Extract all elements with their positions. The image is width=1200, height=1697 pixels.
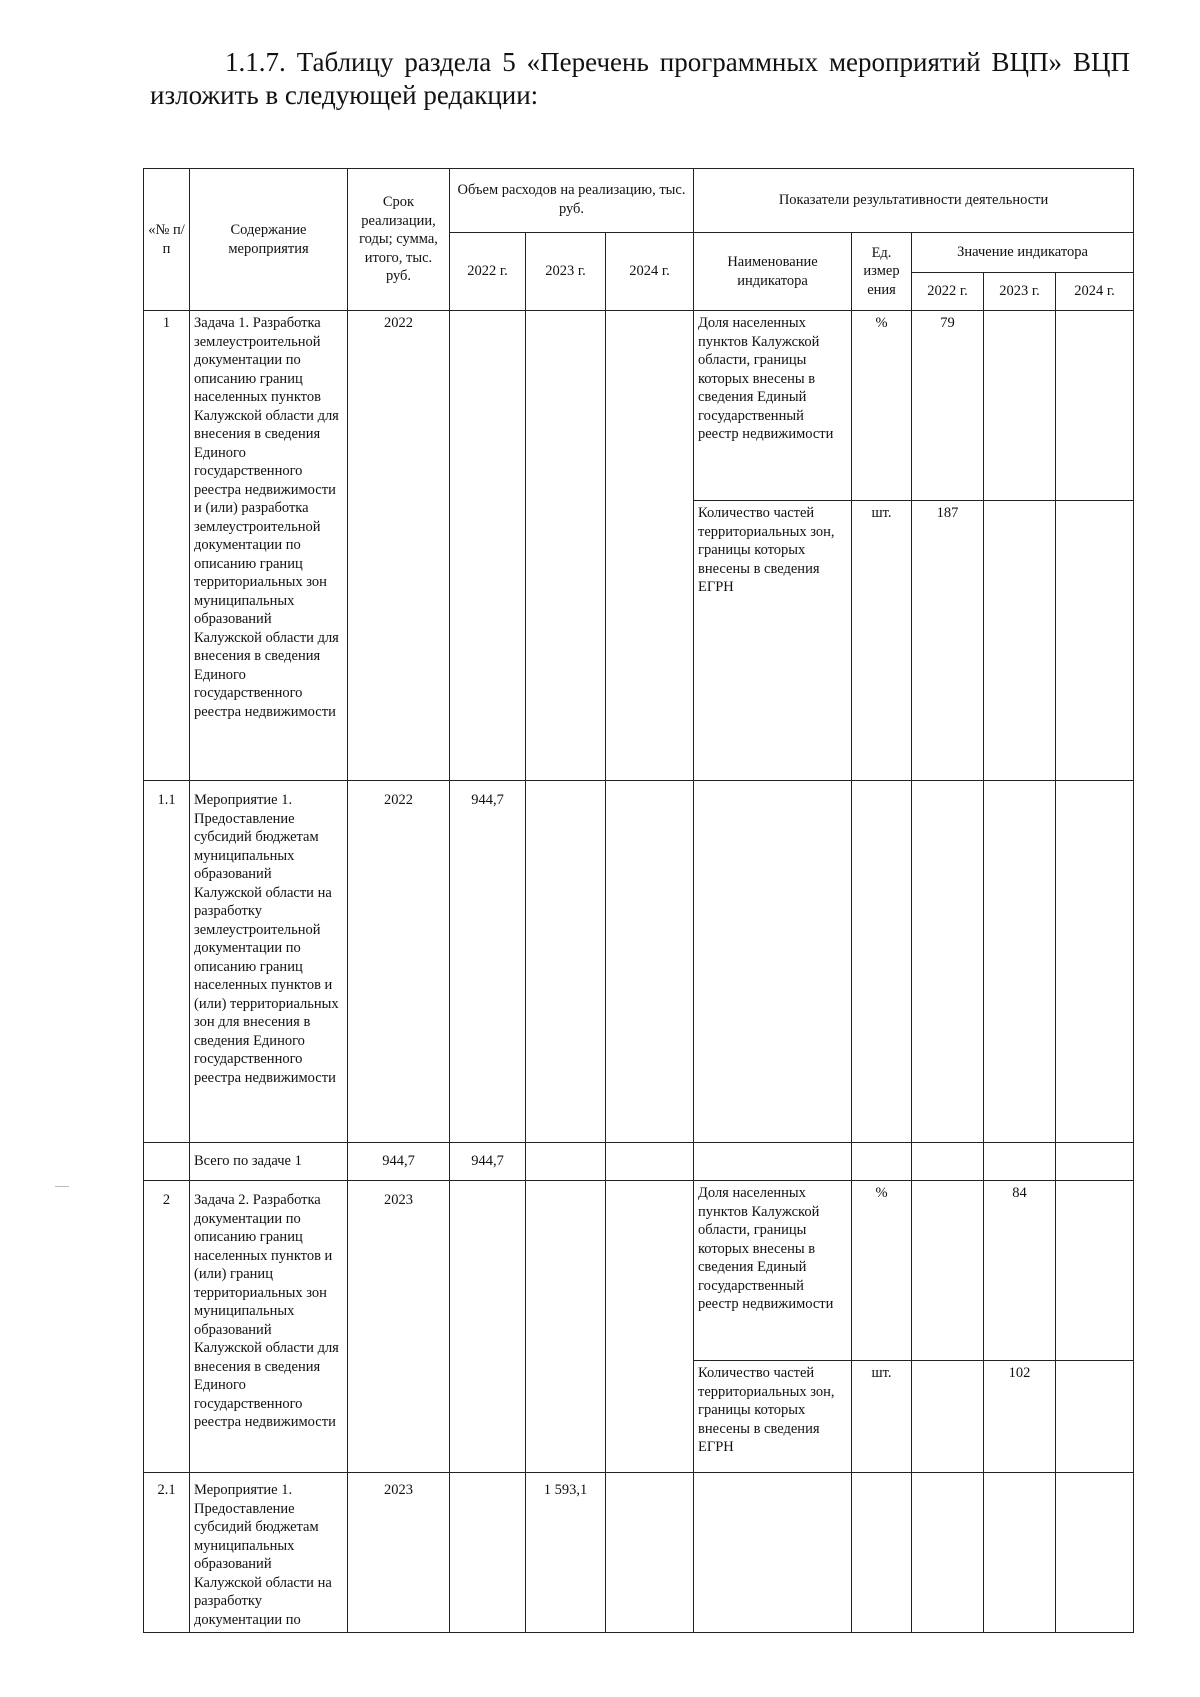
row-exp-2022: 944,7 [450, 1143, 526, 1181]
table-row [144, 1473, 1134, 1633]
program-activities-table [143, 168, 1134, 1633]
indicator-value-2023: 84 [984, 1181, 1056, 1361]
row-exp-2022 [450, 311, 526, 781]
row-exp-2023 [526, 1181, 606, 1473]
indicator-value-2024 [1056, 1361, 1134, 1473]
row-content: Задача 1. Разработка землеустроительной документации по описанию границ населенных пунктов Калужской области для внесения в сведения Единого государственного реестра недвижимости и (или) разработка землеустроительной документации по описанию границ территориальных зон муниципальных образований Калужской области для внесения в сведения Единого государственного реестра недвижимости [190, 311, 348, 781]
row-exp-2022 [450, 1473, 526, 1633]
indicator-name [694, 781, 852, 1143]
intro-line-1: 1.1.7. Таблицу раздела 5 «Перечень программных мероприятий ВЦП» ВЦП [225, 47, 1130, 77]
row-term: 944,7 [348, 1143, 450, 1181]
indicator-value-2024 [1056, 781, 1134, 1143]
indicator-value-2024 [1056, 311, 1134, 501]
row-term: 2022 [348, 311, 450, 781]
indicator-unit [852, 1143, 912, 1181]
header-exp-2024: 2024 г. [606, 233, 694, 311]
indicator-value-2022 [912, 1143, 984, 1181]
indicator-value-2023 [984, 501, 1056, 781]
row-exp-2022 [450, 1181, 526, 1473]
indicator-name: Доля населенных пунктов Калужской области, границы которых внесены в сведения Единый государственный реестр недвижимости [694, 311, 852, 501]
row-exp-2023 [526, 311, 606, 781]
header-val-2023: 2023 г. [984, 273, 1056, 311]
row-term: 2023 [348, 1181, 450, 1473]
row-exp-2024 [606, 1473, 694, 1633]
indicator-value-2024 [1056, 1473, 1134, 1633]
intro-paragraph [150, 46, 1130, 112]
header-content: Содержание мероприятия [190, 169, 348, 311]
header-expenses: Объем расходов на реализацию, тыс. руб. [450, 169, 694, 233]
indicator-unit [852, 1473, 912, 1633]
table-row [144, 1143, 1134, 1181]
row-content: Мероприятие 1. Предоставление субсидий бюджетам муниципальных образований Калужской области на разработку землеустроительной документации по описанию границ населенных пунктов и (или) территориальных зон для внесения в сведения Единого государственного реестра недвижимости [190, 781, 348, 1143]
indicator-name: Доля населенных пунктов Калужской области, границы которых внесены в сведения Единый государственный реестр недвижимости [694, 1181, 852, 1361]
indicator-unit [852, 781, 912, 1143]
header-indicators: Показатели результативности деятельности [694, 169, 1134, 233]
row-exp-2024 [606, 1181, 694, 1473]
row-term: 2023 [348, 1473, 450, 1633]
header-num: «№ п/п [144, 169, 190, 311]
indicator-name: Количество частей территориальных зон, границы которых внесены в сведения ЕГРН [694, 501, 852, 781]
header-indicator-value: Значение индикатора [912, 233, 1134, 273]
indicator-value-2023 [984, 311, 1056, 501]
header-term: Срок реализации, годы; сумма, итого, тыс. руб. [348, 169, 450, 311]
row-exp-2022: 944,7 [450, 781, 526, 1143]
indicator-unit: % [852, 1181, 912, 1361]
indicator-value-2023: 102 [984, 1361, 1056, 1473]
header-exp-2022: 2022 г. [450, 233, 526, 311]
indicator-value-2024 [1056, 1181, 1134, 1361]
indicator-value-2024 [1056, 1143, 1134, 1181]
row-content: Мероприятие 1. Предоставление субсидий бюджетам муниципальных образований Калужской области на разработку документации по [190, 1473, 348, 1633]
row-exp-2024 [606, 1143, 694, 1181]
header-val-2022: 2022 г. [912, 273, 984, 311]
header-val-2024: 2024 г. [1056, 273, 1134, 311]
row-num: 2.1 [144, 1473, 190, 1633]
row-content: Задача 2. Разработка документации по описанию границ населенных пунктов и (или) границ территориальных зон муниципальных образований Калужской области для внесения в сведения Единого государственного реестра недвижимости [190, 1181, 348, 1473]
scan-artifact [55, 1186, 69, 1187]
indicator-unit: шт. [852, 1361, 912, 1473]
row-exp-2023 [526, 781, 606, 1143]
indicator-value-2022: 79 [912, 311, 984, 501]
indicator-name [694, 1473, 852, 1633]
intro-line-2: изложить в следующей редакции: [150, 80, 539, 110]
indicator-name [694, 1143, 852, 1181]
indicator-value-2022 [912, 1473, 984, 1633]
indicator-unit: шт. [852, 501, 912, 781]
indicator-value-2023 [984, 781, 1056, 1143]
row-term: 2022 [348, 781, 450, 1143]
indicator-value-2022 [912, 781, 984, 1143]
indicator-value-2022 [912, 1181, 984, 1361]
table-row [144, 781, 1134, 1143]
row-num [144, 1143, 190, 1181]
row-num: 1.1 [144, 781, 190, 1143]
row-num: 1 [144, 311, 190, 781]
indicator-value-2024 [1056, 501, 1134, 781]
indicator-value-2023 [984, 1473, 1056, 1633]
row-exp-2023 [526, 1143, 606, 1181]
row-exp-2024 [606, 311, 694, 781]
indicator-value-2022 [912, 1361, 984, 1473]
indicator-unit: % [852, 311, 912, 501]
header-unit: Ед. измер ения [852, 233, 912, 311]
indicator-value-2023 [984, 1143, 1056, 1181]
row-content: Всего по задаче 1 [190, 1143, 348, 1181]
indicator-name: Количество частей территориальных зон, границы которых внесены в сведения ЕГРН [694, 1361, 852, 1473]
header-exp-2023: 2023 г. [526, 233, 606, 311]
row-num: 2 [144, 1181, 190, 1473]
row-exp-2024 [606, 781, 694, 1143]
table-row [144, 311, 1134, 501]
header-indicator-name: Наименование индикатора [694, 233, 852, 311]
table-row [144, 1181, 1134, 1361]
indicator-value-2022: 187 [912, 501, 984, 781]
row-exp-2023: 1 593,1 [526, 1473, 606, 1633]
